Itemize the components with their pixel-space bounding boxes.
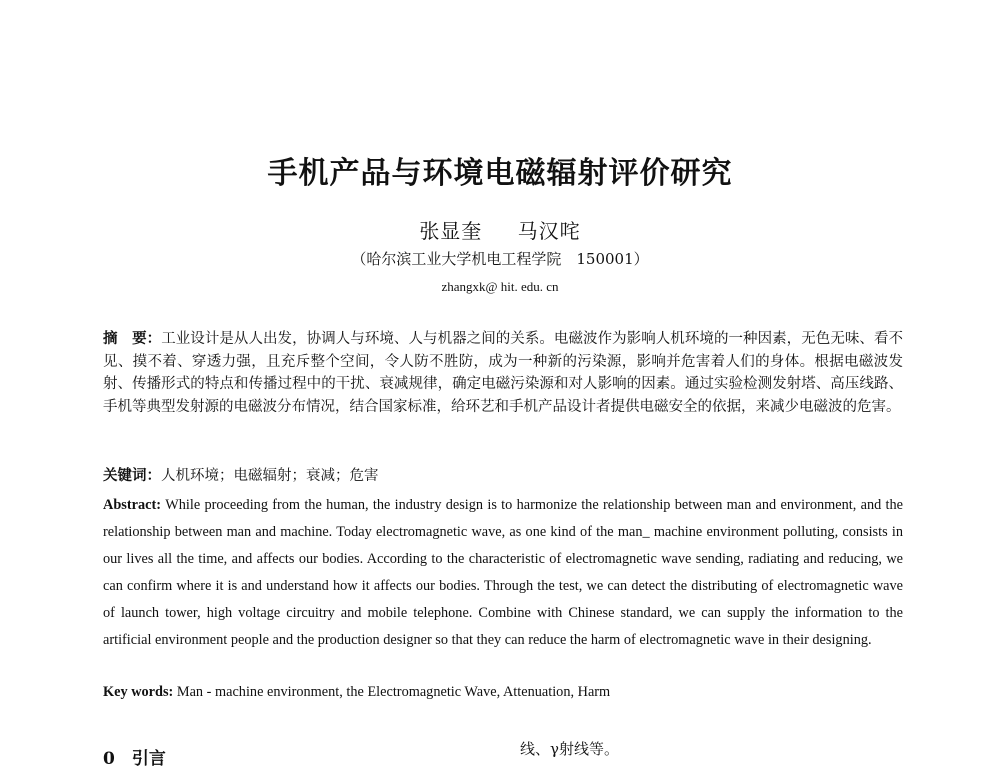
keywords-english-colon: : — [168, 684, 177, 700]
author-name: 张显奎 — [419, 219, 483, 243]
abstract-chinese-label: 摘 要： — [103, 330, 162, 347]
abstract-english-colon: : — [156, 497, 166, 513]
abstract-english-text: While proceeding from the human, the industry design is to harmonize the relationship between man and environment, and the relationship between man and machine. Today electromagnetic wave, as one kind of the man_ machine environment polluting, consists in our lives all the time, and affects our bodies. According to the characteristic of electromagnetic wave sending, radiating and reducing, we can confirm where it is and understand how it affects our bodies. Through the test, we can detect the distributing of electromagnetic wave of launch tower, high voltage circuitry and mobile telephone. Combine with Chinese standard, we can supply the information to the artificial environment people and the production designer so that they can reduce the harm of electromagnetic wave in their designing. — [103, 497, 903, 648]
author-email: zhangxk@ hit. edu. cn — [441, 279, 559, 294]
keywords-english — [103, 681, 903, 703]
author-name: 马汉咤 — [517, 219, 581, 243]
affiliation: （哈尔滨工业大学机电工程学院 150001） — [351, 250, 649, 268]
abstract-english-label: Abstract — [103, 497, 157, 513]
abstract-english — [103, 492, 903, 654]
author-list — [0, 215, 1000, 244]
abstract-chinese-text: 工业设计是从人出发，协调人与环境、人与机器之间的关系。电磁波作为影响人机环境的一种因素，无色无味、看不见、摸不着、穿透力强，且充斥整个空间，令人防不胜防，成为一种新的污染源，影响并危害着人们的身体。根据电磁波发射、传播形式的特点和传播过程中的干扰、衰减规律，确定电磁污染源和对人影响的因素。通过实验检测发射塔、高压线路、手机等典型发射源的电磁波分布情况，结合国家标准，给环艺和手机产品设计者提供电磁安全的依据，来减少电磁波的危害。 — [103, 331, 903, 415]
keywords-chinese — [103, 465, 903, 487]
section-heading-introduction: 0 引言 — [103, 749, 166, 769]
abstract-chinese — [103, 328, 903, 418]
right-column-text: 线、γ射线等。 — [520, 740, 619, 758]
keywords-chinese-label: 关键词： — [103, 467, 161, 484]
paper-title: 手机产品与环境电磁辐射评价研究 — [267, 156, 733, 191]
keywords-english-label: Key words — [103, 684, 169, 700]
keywords-chinese-text: 人机环境；电磁辐射；衰减；危害 — [161, 468, 379, 484]
keywords-english-text: Man - machine environment, the Electromagnetic Wave, Attenuation, Harm — [176, 684, 611, 700]
